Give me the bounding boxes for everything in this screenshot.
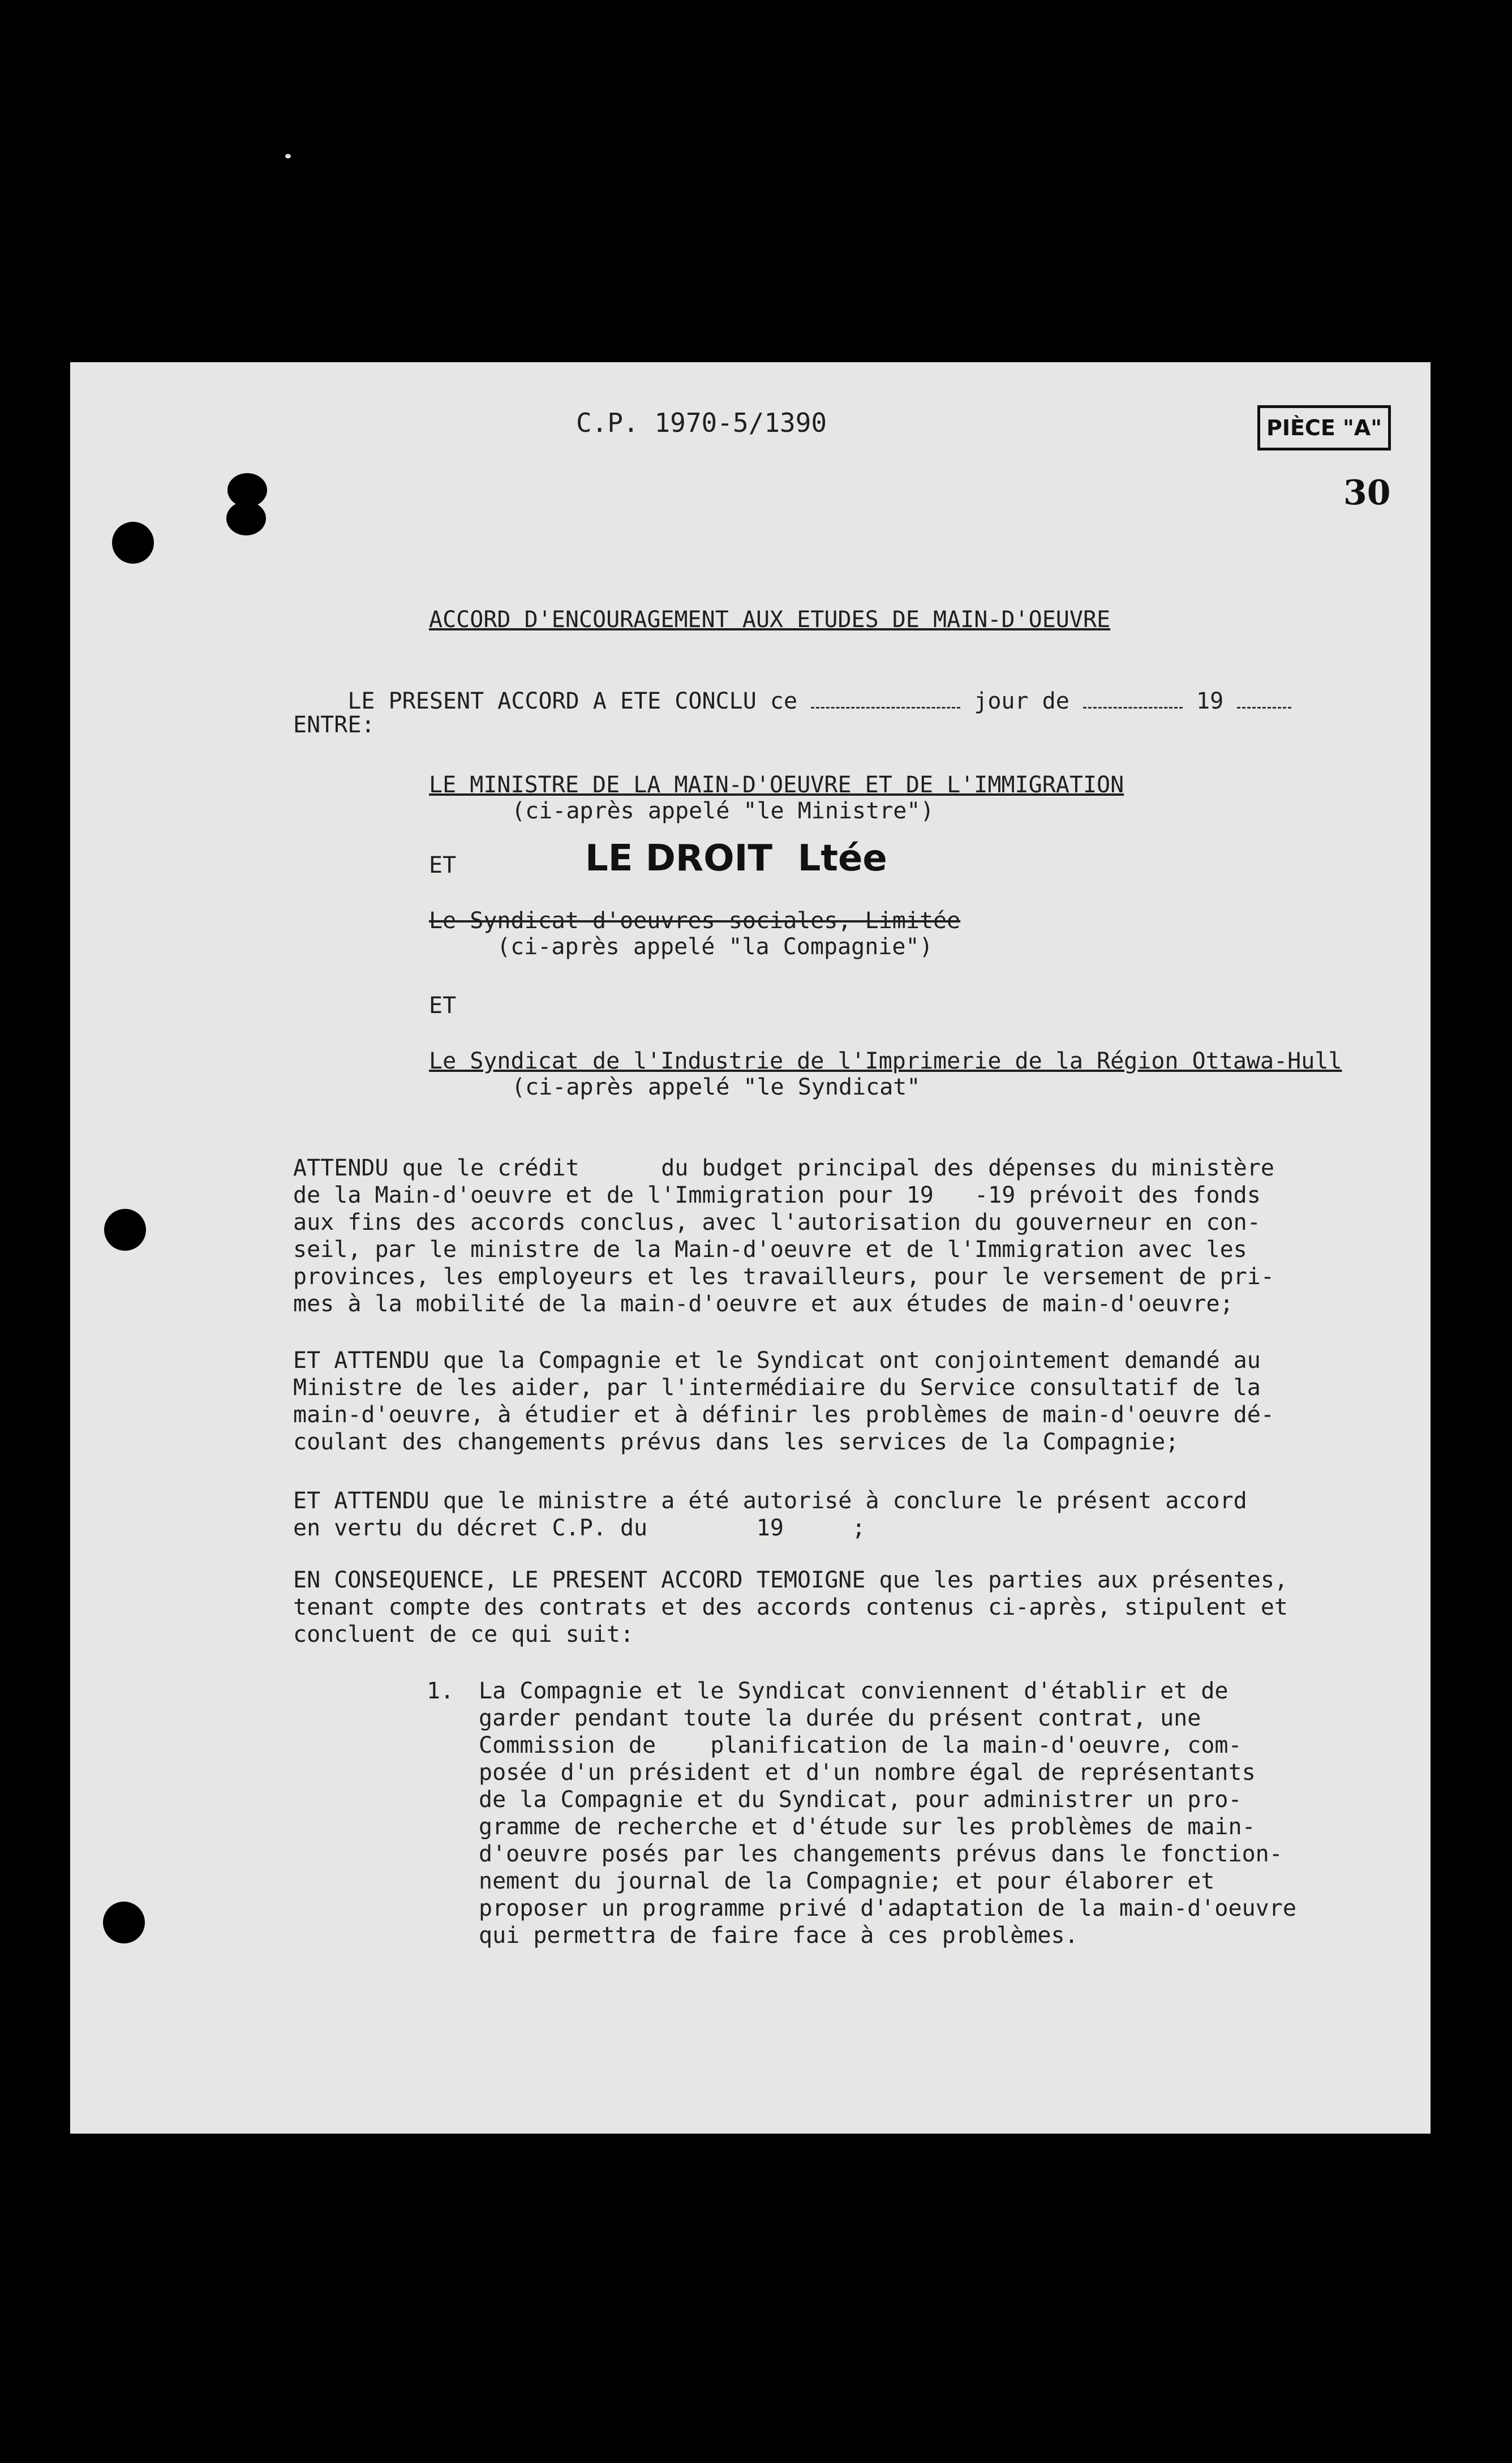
document-title: ACCORD D'ENCOURAGEMENT AUX ETUDES DE MAIN-D'OEUVRE: [429, 607, 1111, 633]
paragraph-attendu-2: ET ATTENDU que la Compagnie et le Syndicat ont conjointement demandé au Ministre de les aider, par l'intermédiaire du Service consultatif de la main-d'oeuvre, à étudier et à définir les problèmes de main-d'oeuvre dé- coulant des changements prévus dans les services de la Compagnie;: [293, 1348, 1274, 1455]
document-page: [70, 362, 1431, 2134]
reference-number: C.P. 1970-5/1390: [576, 407, 827, 438]
et-label: ET: [429, 993, 457, 1019]
paragraph-attendu-1: ATTENDU que le crédit du budget principal des dépenses du ministère de la Main-d'oeuvre et de l'Immigration pour 19 -19 prévoit des fonds aux fins des accords conclus, avec l'autorisation du gouverneur en con- seil, par le ministre de la Main-d'oeuvre et de l'Immigration avec les provinces, les employeurs et les travailleurs, pour le versement de pri- mes à la mobilité de la main-d'oeuvre et aux études de main-d'oeuvre;: [293, 1155, 1274, 1317]
day-blank: [811, 690, 960, 709]
clause-text: La Compagnie et le Syndicat conviennent d'établir et de garder pendant toute la durée du présent contrat, une Commission de planification de la main-d'oeuvre, com- posée d'un président et d'un nombre égal de représentants de la Compagnie et du Syndicat, pour administrer un pro- gramme de recherche et d'étude sur les problèmes de main- d'oeuvre posés par les changements prévus dans le fonction- nement du journal de la Compagnie; et pour élaborer et proposer un programme privé d'adaptation de la main-d'oeuvre qui permettra de faire face à ces problèmes.: [479, 1678, 1296, 1949]
exhibit-stamp: PIÈCE "A": [1257, 405, 1391, 450]
paragraph-attendu-3: ET ATTENDU que le ministre a été autorisé à conclure le présent accord en vertu du décret C.P. du 19 ;: [293, 1488, 1247, 1541]
company-name-stamp: LE DROIT Ltée: [585, 838, 887, 879]
party2-alias: (ci-après appelé "la Compagnie"): [497, 934, 933, 960]
page-number: 30: [1343, 473, 1391, 513]
intro-line: [293, 662, 1291, 740]
party1-name: LE MINISTRE DE LA MAIN-D'OEUVRE ET DE L'IMMIGRATION: [429, 772, 1124, 798]
et-label: ET: [429, 852, 457, 878]
entre-label: ENTRE:: [293, 712, 375, 738]
party2-name-struck: Le Syndicat d'oeuvres sociales, Limitée: [429, 908, 961, 934]
dust-speck: [285, 154, 291, 158]
intro-text: LE PRESENT ACCORD A ETE CONCLU ce: [347, 688, 798, 714]
paragraph-consequence: EN CONSEQUENCE, LE PRESENT ACCORD TEMOIGNE que les parties aux présentes, tenant compte des contrats et des accords contenus ci-après, stipulent et concluent de ce qui suit:: [293, 1567, 1288, 1647]
year-blank: [1237, 690, 1291, 709]
month-blank: [1083, 690, 1183, 709]
party3-name: Le Syndicat de l'Industrie de l'Imprimerie de la Région Ottawa-Hull: [429, 1048, 1342, 1074]
punch-hole: [226, 501, 266, 535]
party1-alias: (ci-après appelé "le Ministre"): [512, 798, 934, 824]
party3-alias: (ci-après appelé "le Syndicat": [512, 1074, 921, 1100]
punch-hole: [103, 1902, 145, 1943]
intro-jour-de: jour de: [974, 688, 1069, 714]
punch-hole: [112, 522, 154, 564]
punch-hole: [104, 1209, 146, 1251]
intro-year: 19: [1196, 688, 1224, 714]
clause-number: 1.: [427, 1678, 454, 1704]
